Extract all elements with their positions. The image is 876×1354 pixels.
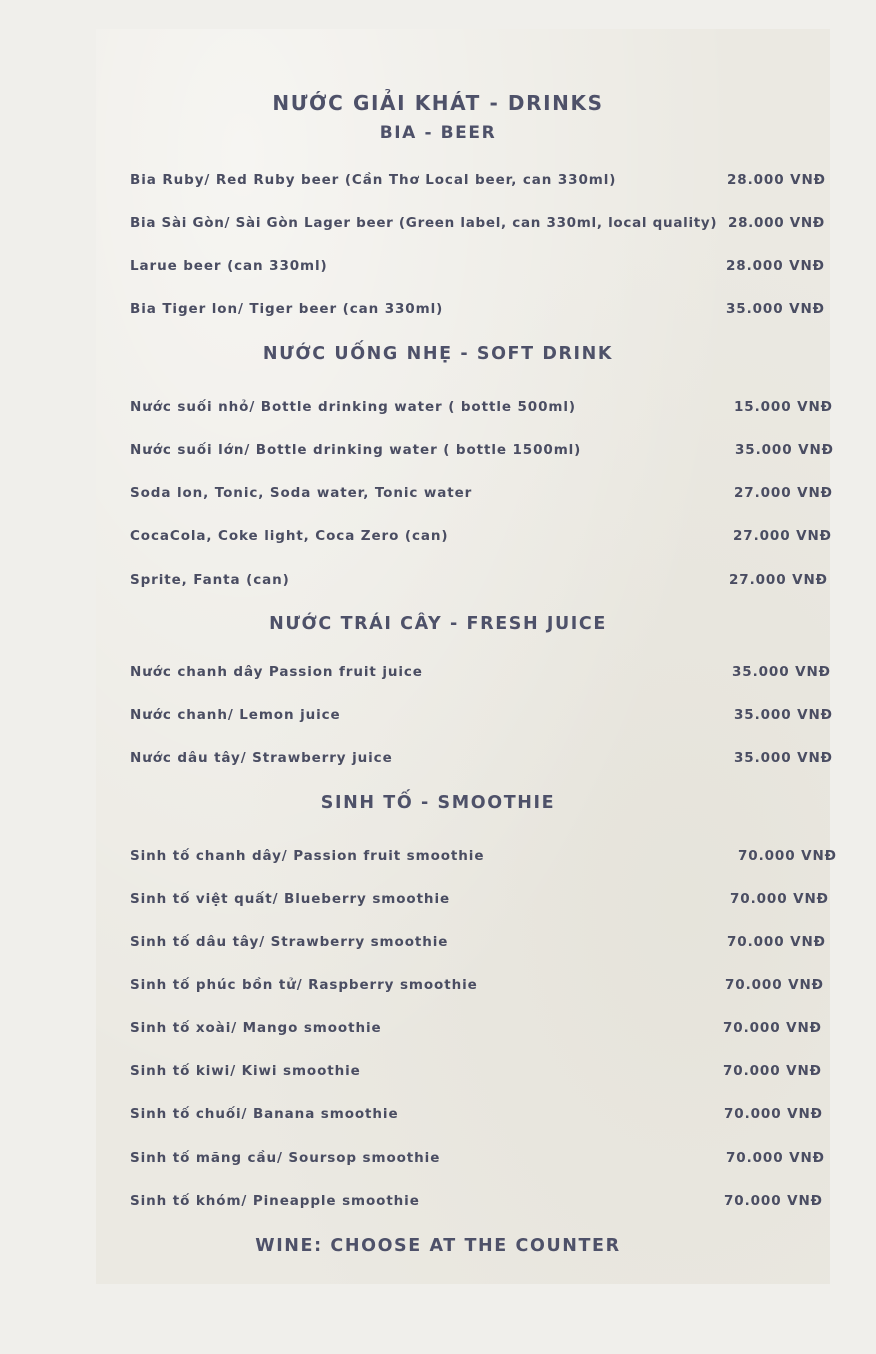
menu-item-price: 27.000 VNĐ [729, 572, 828, 588]
menu-item-price: 70.000 VNĐ [724, 1106, 823, 1122]
menu-item-name: Nước suối nhỏ/ Bottle drinking water ( bottle 500ml) [130, 399, 576, 415]
menu-item-name: Soda lon, Tonic, Soda water, Tonic water [130, 485, 473, 501]
menu-item-price: 70.000 VNĐ [725, 977, 824, 993]
menu-item-name: Sprite, Fanta (can) [130, 572, 290, 588]
wine-footer: WINE: CHOOSE AT THE COUNTER [255, 1236, 621, 1256]
menu-item-price: 28.000 VNĐ [727, 172, 826, 188]
menu-item-price: 70.000 VNĐ [727, 934, 826, 950]
menu-item-name: Nước suối lớn/ Bottle drinking water ( bottle 1500ml) [130, 442, 582, 458]
menu-item-price: 70.000 VNĐ [723, 1020, 822, 1036]
menu-item-price: 27.000 VNĐ [733, 528, 832, 544]
menu-item-name: Sinh tố dâu tây/ Strawberry smoothie [130, 934, 449, 950]
menu-item-name: Bia Tiger lon/ Tiger beer (can 330ml) [130, 301, 444, 317]
menu-item-price: 70.000 VNĐ [726, 1150, 825, 1166]
menu-item-name: Nước dâu tây/ Strawberry juice [130, 750, 393, 766]
menu-item-price: 27.000 VNĐ [734, 485, 833, 501]
menu-item-price: 70.000 VNĐ [723, 1063, 822, 1079]
menu-item-name: Sinh tố xoài/ Mango smoothie [130, 1020, 382, 1036]
menu-item-price: 35.000 VNĐ [734, 750, 833, 766]
menu-item-name: Larue beer (can 330ml) [130, 258, 328, 274]
section-heading-beer: BIA - BEER [379, 123, 497, 143]
menu-title: NƯỚC GIẢI KHÁT - DRINKS [272, 91, 604, 115]
menu-item-name: CocaCola, Coke light, Coca Zero (can) [130, 528, 449, 544]
menu-item-price: 28.000 VNĐ [726, 258, 825, 274]
menu-item-name: Bia Sài Gòn/ Sài Gòn Lager beer (Green label, can 330ml, local quality) [130, 215, 718, 231]
menu-item-name: Sinh tố chuối/ Banana smoothie [130, 1106, 399, 1122]
menu-item-price: 28.000 VNĐ [728, 215, 825, 231]
menu-item-name: Bia Ruby/ Red Ruby beer (Cần Thơ Local beer, can 330ml) [130, 172, 617, 188]
section-heading-fresh-juice: NƯỚC TRÁI CÂY - FRESH JUICE [269, 614, 607, 634]
menu-item-name: Sinh tố mãng cầu/ Soursop smoothie [130, 1150, 441, 1166]
menu-item-name: Nước chanh/ Lemon juice [130, 707, 341, 723]
menu-item-price: 35.000 VNĐ [732, 664, 831, 680]
menu-item-name: Nước chanh dây Passion fruit juice [130, 664, 423, 680]
menu-item-price: 35.000 VNĐ [726, 301, 825, 317]
menu-item-price: 70.000 VNĐ [730, 891, 829, 907]
menu-item-price: 15.000 VNĐ [734, 399, 833, 415]
menu-item-price: 35.000 VNĐ [734, 707, 833, 723]
menu-item-price: 35.000 VNĐ [735, 442, 834, 458]
menu-item-name: Sinh tố phúc bồn tử/ Raspberry smoothie [130, 977, 478, 993]
section-heading-soft-drink: NƯỚC UỐNG NHẸ - SOFT DRINK [262, 344, 614, 364]
menu-item-name: Sinh tố việt quất/ Blueberry smoothie [130, 891, 451, 907]
section-heading-smoothie: SINH TỐ - SMOOTHIE [320, 793, 556, 813]
menu-item-name: Sinh tố khóm/ Pineapple smoothie [130, 1193, 420, 1209]
menu-item-price: 70.000 VNĐ [724, 1193, 823, 1209]
menu-item-price: 70.000 VNĐ [738, 848, 837, 864]
menu-item-name: Sinh tố chanh dây/ Passion fruit smoothie [130, 848, 485, 864]
menu-item-name: Sinh tố kiwi/ Kiwi smoothie [130, 1063, 361, 1079]
